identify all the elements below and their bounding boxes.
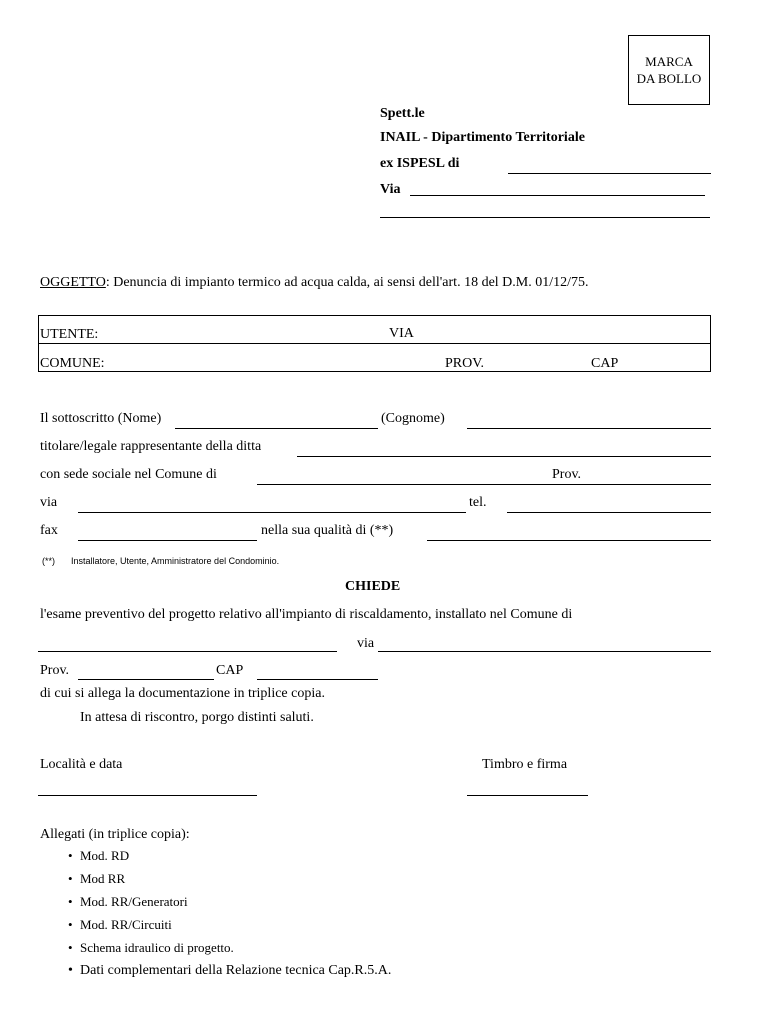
titolare-label: titolare/legale rappresentante della ditta [40, 439, 262, 454]
stamp-sign-label: Timbro e firma [482, 757, 568, 772]
request-heading: CHIEDE [345, 579, 401, 594]
via-field[interactable] [78, 512, 466, 513]
subject-line [40, 275, 589, 291]
request-via-label: via [357, 636, 375, 651]
request-cap-label: CAP [216, 663, 244, 678]
attachments-title: Allegati (in triplice copia): [40, 827, 190, 842]
table-divider [39, 343, 710, 344]
attachment-item: • Dati complementari della Relazione tecnica Cap.R.5.A. [68, 959, 391, 982]
subject-text: : Denuncia di impianto termico ad acqua calda, ai sensi dell'art. 18 del D.M. 01/12/75. [105, 275, 589, 290]
stamp-label-line2: DA BOLLO [636, 71, 702, 86]
impianto-cap-field[interactable] [257, 679, 378, 680]
utente-via-label: VIA [389, 326, 414, 341]
recipient-ex-ispesl: ex ISPESL di [380, 156, 460, 171]
sede-label: con sede sociale nel Comune di [40, 467, 217, 482]
subject-label: OGGETTO [40, 275, 106, 290]
via-label: via [40, 495, 58, 510]
recipient-via-label: Via [380, 182, 401, 197]
attachments-list [68, 844, 391, 982]
recipient-address-field[interactable] [380, 217, 710, 218]
ispesl-city-field[interactable] [508, 173, 711, 174]
ditta-field[interactable] [297, 456, 711, 457]
attachment-item: • Mod. RR/Generatori [68, 890, 391, 913]
utente-table [38, 315, 711, 372]
request-prov-label: Prov. [40, 663, 70, 678]
comune-label: COMUNE: [40, 356, 105, 371]
attachment-item: • Mod. RD [68, 844, 391, 867]
qualita-field[interactable] [427, 540, 711, 541]
nome-label: Il sottoscritto (Nome) [40, 411, 162, 426]
impianto-prov-field[interactable] [78, 679, 214, 680]
recipient-via-field[interactable] [410, 195, 705, 196]
place-date-field[interactable] [38, 795, 257, 796]
request-text: l'esame preventivo del progetto relativo all'impianto di riscaldamento, installato nel Comune di [40, 607, 573, 622]
signature-field[interactable] [467, 795, 588, 796]
attachment-item: • Mod. RR/Circuiti [68, 913, 391, 936]
allegati-note: di cui si allega la documentazione in triplice copia. [40, 686, 325, 701]
nome-field[interactable] [175, 428, 378, 429]
impianto-via-field[interactable] [378, 651, 711, 652]
utente-label: UTENTE: [40, 327, 99, 342]
impianto-comune-field[interactable] [38, 651, 337, 652]
tel-field[interactable] [507, 512, 711, 513]
qualita-label: nella sua qualità di (**) [261, 523, 394, 538]
fax-field[interactable] [78, 540, 257, 541]
cognome-field[interactable] [467, 428, 711, 429]
sede-prov-label: Prov. [552, 467, 582, 482]
revenue-stamp-box [628, 35, 710, 105]
utente-cap-label: CAP [591, 356, 619, 371]
utente-prov-label: PROV. [445, 356, 485, 371]
stamp-label-line1: MARCA [645, 54, 693, 69]
comune-sede-field[interactable] [257, 484, 711, 485]
footnote-text: Installatore, Utente, Amministratore del Condominio. [71, 556, 280, 566]
cognome-label: (Cognome) [381, 411, 445, 426]
attachment-item: • Mod RR [68, 867, 391, 890]
closing-text: In attesa di riscontro, porgo distinti saluti. [80, 710, 314, 725]
tel-label: tel. [469, 495, 487, 510]
footnote-marker: (**) [42, 556, 55, 566]
fax-label: fax [40, 523, 58, 538]
attachment-item: • Schema idraulico di progetto. [68, 936, 391, 959]
place-date-label: Località e data [40, 757, 123, 772]
recipient-salutation: Spett.le [380, 106, 425, 121]
recipient-office: INAIL - Dipartimento Territoriale [380, 130, 585, 145]
